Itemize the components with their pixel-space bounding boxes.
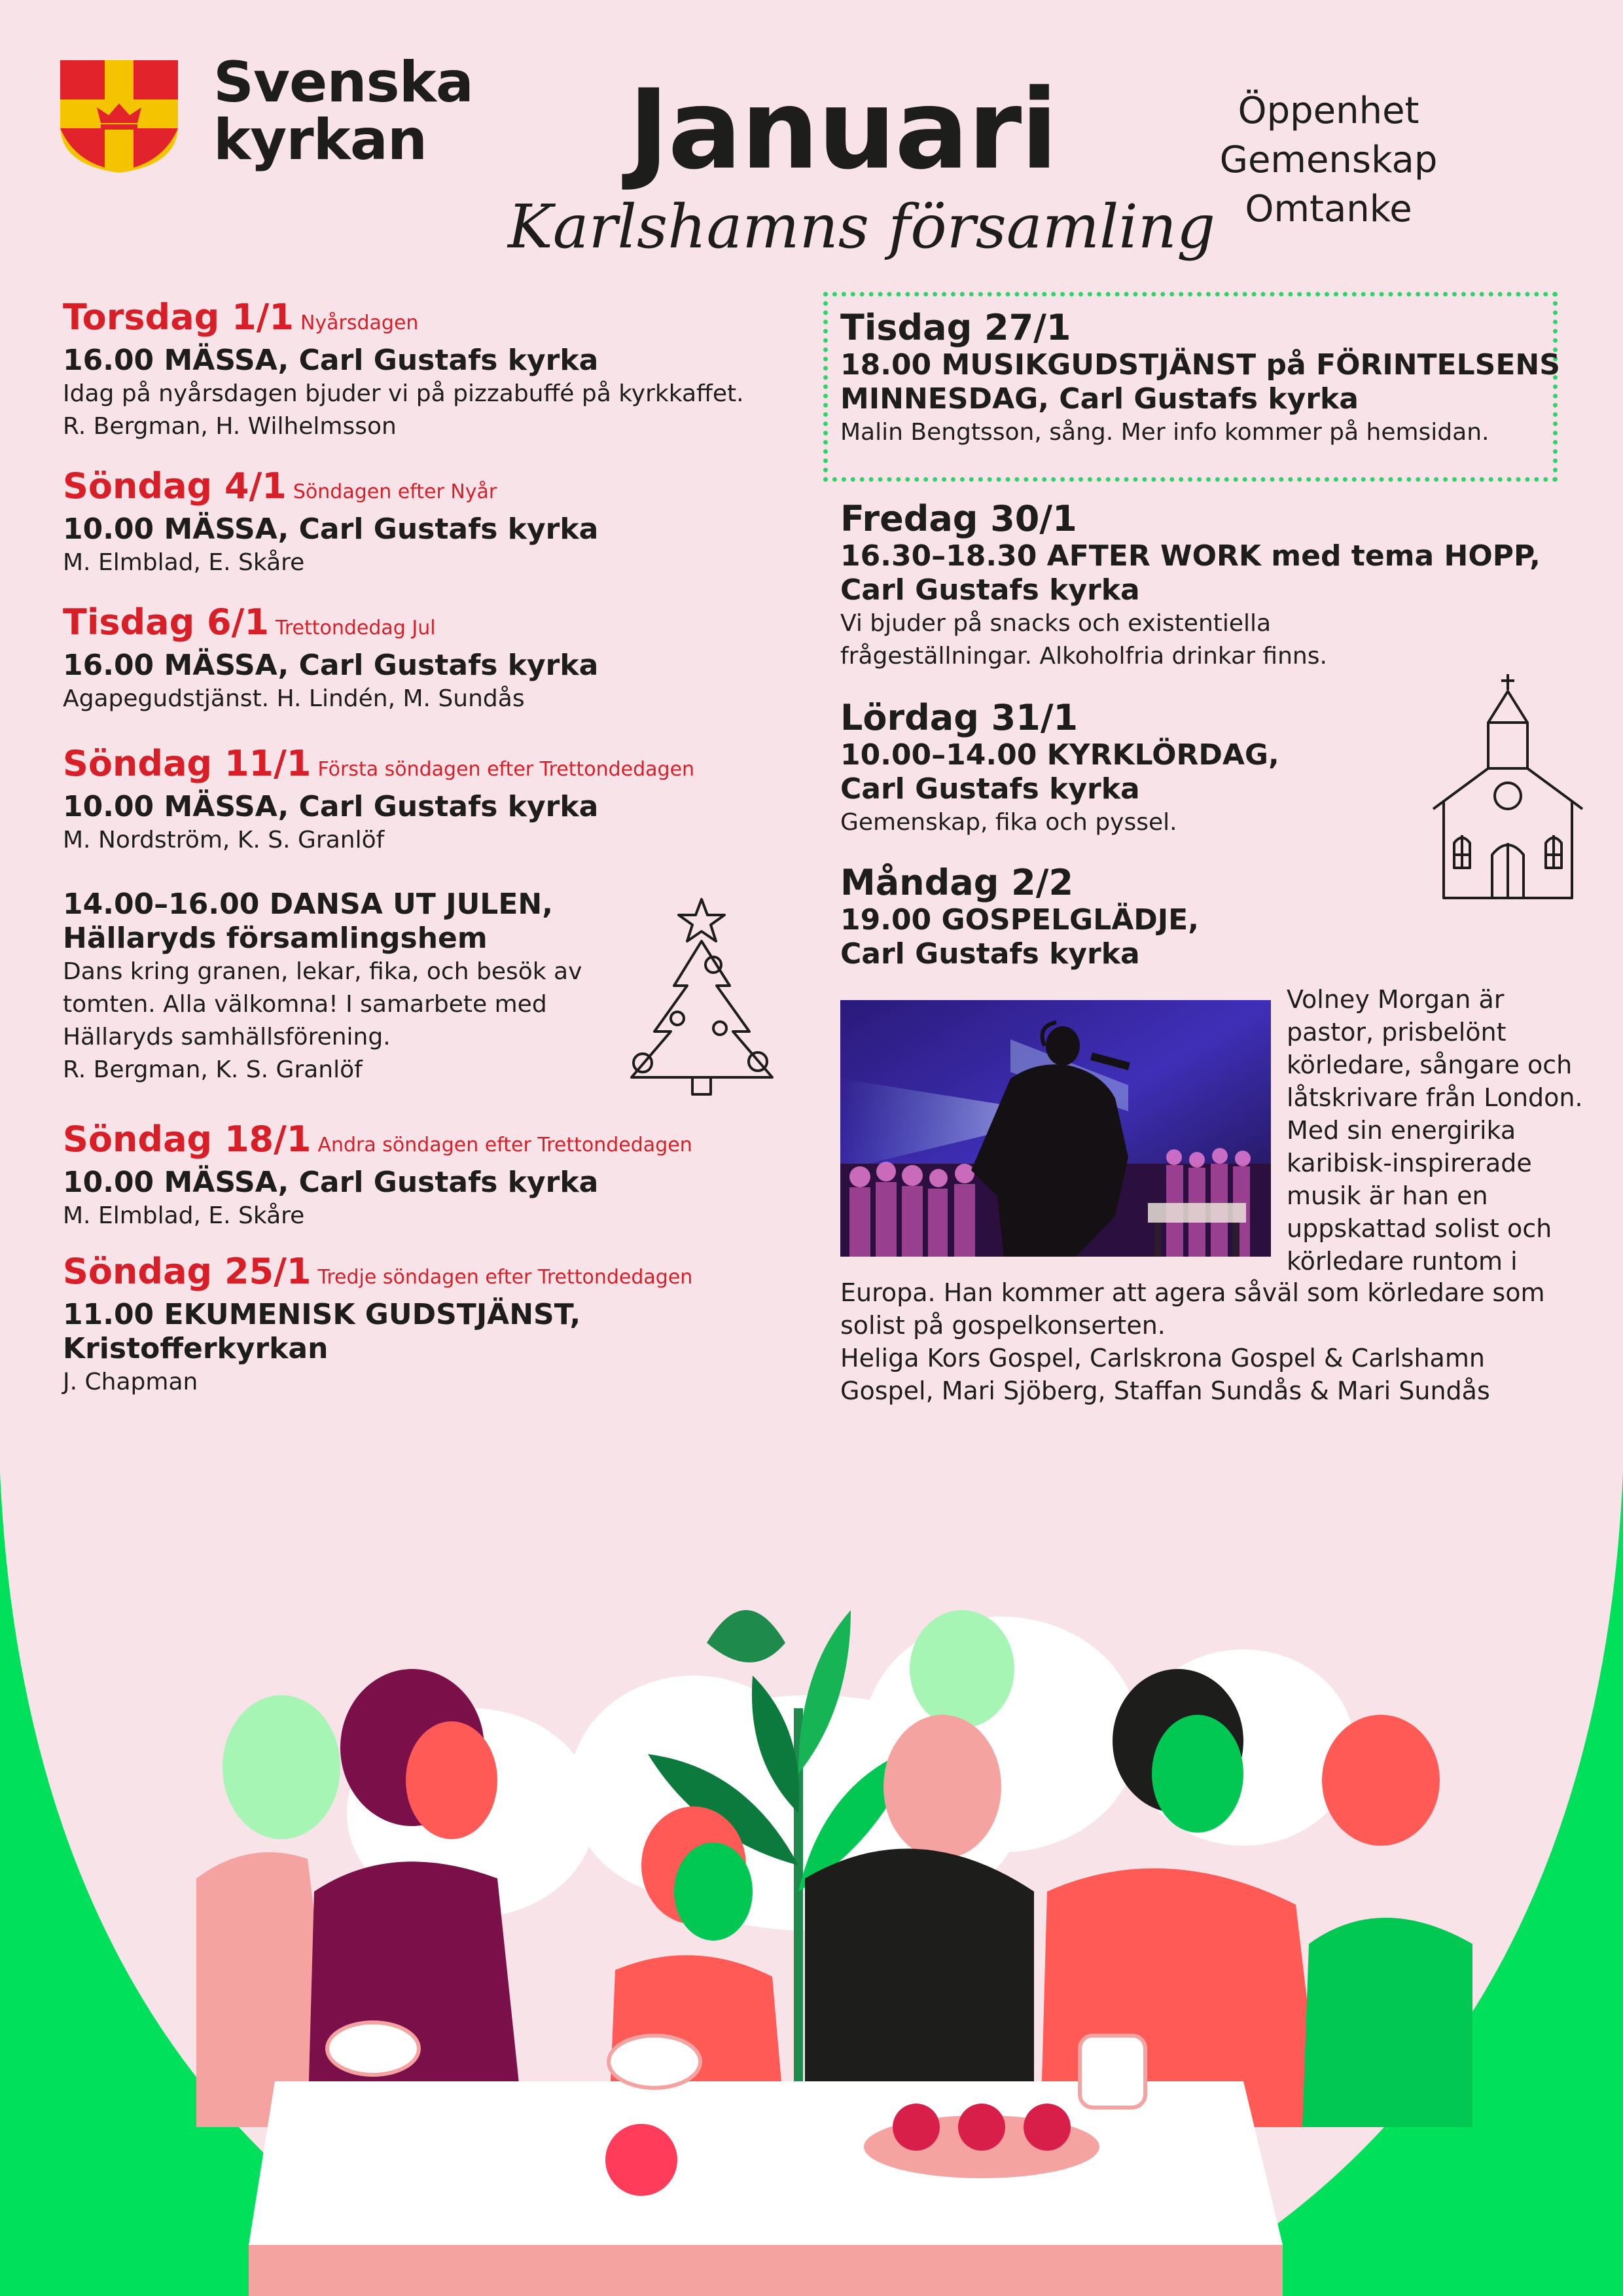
event-heading: 10.00 MÄSSA, Carl Gustafs kyrka (63, 790, 599, 823)
event-day: Tisdag 27/1 (840, 307, 1071, 348)
brand-line-1: Svenska (213, 50, 473, 115)
event-leaders: J. Chapman (63, 1369, 198, 1395)
event-leaders: M. Nordström, K. S. Granlöf (63, 827, 385, 853)
event-torsdag-1-1 (63, 297, 744, 443)
event-location: Carl Gustafs kyrka (840, 937, 1140, 971)
event-mandag-2-2 (840, 863, 1199, 971)
event-heading: 14.00–16.00 DANSA UT JULEN, (63, 888, 553, 921)
event-heading: 11.00 EKUMENISK GUDSTJÄNST, (63, 1298, 581, 1331)
event-leaders: R. Bergman, K. S. Granlöf (63, 1056, 363, 1083)
event-heading: 18.00 MUSIKGUDSTJÄNST på FÖRINTELSENS (840, 348, 1560, 382)
christmas-tree-icon (622, 894, 782, 1097)
bio-line: Europa. Han kommer att agera såväl som körledare som (840, 1278, 1545, 1307)
bio-line: solist på gospelkonserten. (840, 1311, 1166, 1340)
event-lordag-31-1 (840, 698, 1279, 839)
event-heading: 16.30–18.30 AFTER WORK med tema HOPP, (840, 539, 1541, 573)
event-sondag-25-1 (63, 1251, 692, 1399)
bio-line: Med sin energirika (1287, 1116, 1516, 1145)
bio-line: pastor, prisbelönt (1287, 1018, 1507, 1047)
bio-line: Gospel, Mari Sjöberg, Staffan Sundås & Mari Sundås (840, 1376, 1490, 1405)
bio-line: Volney Morgan är (1287, 985, 1505, 1014)
event-location: Hällaryds församlingshem (63, 922, 488, 955)
event-day: Lördag 31/1 (840, 697, 1079, 738)
event-note: Tredje söndagen efter Trettondedagen (317, 1266, 693, 1289)
bio-line: körledare, sångare och (1287, 1050, 1573, 1079)
event-day: Söndag 11/1 (63, 743, 312, 784)
event-description: Gemenskap, fika och pyssel. (840, 809, 1177, 836)
brand-line-2: kyrkan (213, 107, 427, 173)
event-location: Kristofferkyrkan (63, 1332, 329, 1365)
event-heading: 16.00 MÄSSA, Carl Gustafs kyrka (63, 649, 599, 682)
event-day: Torsdag 1/1 (63, 296, 294, 338)
event-dansa-ut-julen (63, 888, 582, 1086)
event-tisdag-27-1 (840, 308, 1560, 449)
gospel-photo (840, 1000, 1271, 1257)
dinner-illustration (0, 1473, 1623, 2296)
bio-line: låtskrivare från London. (1287, 1083, 1583, 1112)
event-leaders: M. Elmblad, E. Skåre (63, 549, 305, 576)
parish-name: Karlshamns församling (508, 192, 1215, 262)
event-note: Första söndagen efter Trettondedagen (317, 758, 695, 781)
event-leaders: R. Bergman, H. Wilhelmsson (63, 413, 397, 440)
event-day: Tisdag 6/1 (63, 601, 269, 643)
event-description: Idag på nyårsdagen bjuder vi på pizzabuffé på kyrkkaffet. (63, 380, 744, 407)
event-heading: 10.00 MÄSSA, Carl Gustafs kyrka (63, 1166, 599, 1199)
church-icon (1429, 672, 1586, 901)
event-heading: 10.00–14.00 KYRKLÖRDAG, (840, 738, 1279, 772)
svenska-kyrkan-logo (60, 60, 178, 173)
event-heading: MINNESDAG, Carl Gustafs kyrka (840, 382, 1359, 416)
brand-name (213, 50, 473, 173)
event-day: Söndag 25/1 (63, 1251, 312, 1292)
value-item: Omtanke (1245, 188, 1412, 230)
bio-line: Heliga Kors Gospel, Carlskrona Gospel & Carlshamn (840, 1344, 1485, 1372)
event-location: Carl Gustafs kyrka (840, 772, 1140, 806)
value-item: Gemenskap (1219, 139, 1438, 181)
event-sondag-18-1 (63, 1119, 692, 1232)
event-note: Söndagen efter Nyår (293, 480, 497, 503)
event-description: tomten. Alla välkomna! I samarbete med (63, 991, 547, 1018)
event-description: Vi bjuder på snacks och existentiella (840, 610, 1272, 637)
event-fredag-30-1 (840, 499, 1541, 673)
bio-line: uppskattad solist och (1287, 1214, 1552, 1243)
event-day: Måndag 2/2 (840, 862, 1074, 903)
event-note: Andra söndagen efter Trettondedagen (317, 1134, 692, 1157)
event-day: Fredag 30/1 (840, 498, 1077, 539)
gospel-bio-below-photo (840, 1276, 1573, 1407)
event-note: Nyårsdagen (300, 312, 419, 334)
event-sondag-11-1 (63, 744, 694, 857)
event-description: Agapegudstjänst. H. Lindén, M. Sundås (63, 685, 525, 712)
event-description: Dans kring granen, lekar, fika, och besök av (63, 958, 582, 985)
event-heading: 16.00 MÄSSA, Carl Gustafs kyrka (63, 344, 599, 377)
event-description: frågeställningar. Alkoholfria drinkar finns. (840, 643, 1327, 670)
event-tisdag-6-1 (63, 602, 598, 715)
gospel-bio-beside-photo (1287, 983, 1588, 1278)
month-title: Januari (628, 65, 1057, 194)
event-heading: 19.00 GOSPELGLÄDJE, (840, 903, 1199, 937)
values-list (1217, 86, 1440, 234)
event-description: Hällaryds samhällsförening. (63, 1024, 391, 1050)
value-item: Öppenhet (1238, 90, 1419, 132)
event-leaders: M. Elmblad, E. Skåre (63, 1202, 305, 1229)
event-day: Söndag 4/1 (63, 465, 287, 507)
event-sondag-4-1 (63, 466, 598, 579)
bio-line: körledare runtom i (1287, 1247, 1518, 1276)
event-heading: 10.00 MÄSSA, Carl Gustafs kyrka (63, 512, 599, 546)
bio-line: karibisk-inspirerade (1287, 1149, 1532, 1177)
event-location: Carl Gustafs kyrka (840, 573, 1140, 607)
bio-line: musik är han en (1287, 1181, 1488, 1210)
event-day: Söndag 18/1 (63, 1119, 312, 1160)
event-description: Malin Bengtsson, sång. Mer info kommer på hemsidan. (840, 419, 1489, 446)
event-note: Trettondedag Jul (275, 617, 436, 639)
